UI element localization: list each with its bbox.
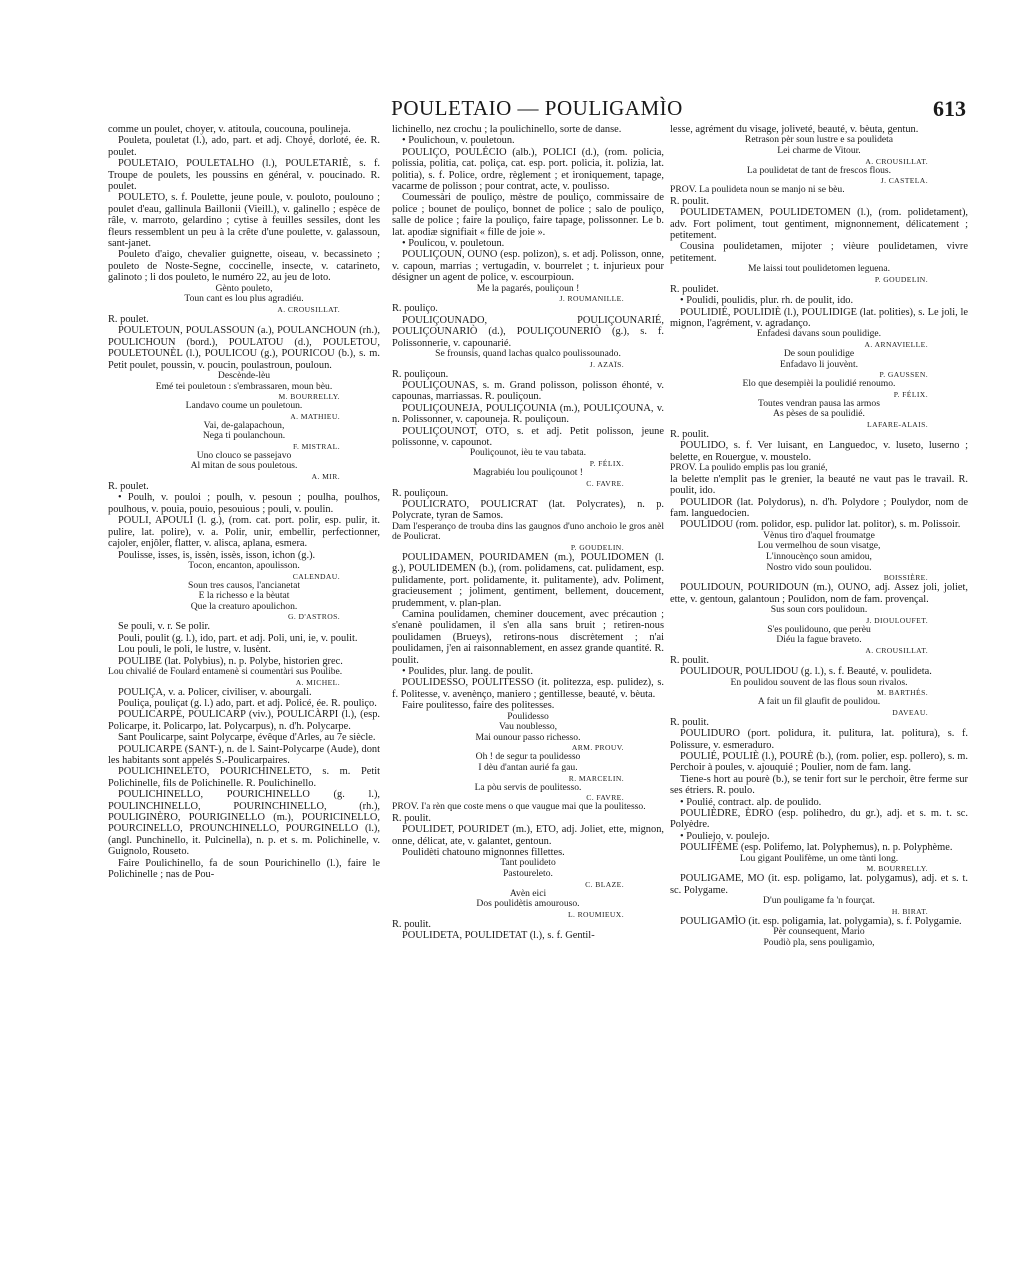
quote-line: Toutes vendran pausa las armos (758, 397, 880, 409)
quote-author: ARM. PROUV. (571, 743, 624, 753)
quote-line: Nega ti poulanchoun. (202, 430, 286, 442)
quote-author: R. MARCELIN. (568, 773, 624, 783)
entry-headword: POULIÇOUNEJA, POULIÇOUNIA (m.), POULIÇOUNA, v. n. Polissonner, v. capouneja. R. pouliçoun. (392, 402, 664, 426)
quote-line: Retrason pèr soun lustre e sa poulideta (744, 134, 894, 146)
entry-text: Faire poulitesso, faire des politesses. (402, 700, 555, 712)
quote-author: C. BLAZE. (585, 879, 624, 889)
entry-headword: POULIDO, s. f. Ver luisant, en Languedoc, v. luseto, luserno ; belette, en Rouergue, v. moustelo. (670, 440, 968, 463)
quote-line: Vènus tiro d'aquel froumatge (763, 529, 875, 541)
quote-author: P. GOUDELIN. (874, 274, 928, 284)
quote-author: J. ROUMANILLE. (559, 294, 624, 304)
quote-author: C. FAVRE. (586, 793, 624, 803)
quote-line: Descènde-lèu (217, 369, 271, 381)
quote-line: L'innoucènço soun amidou, (766, 551, 872, 563)
proverb: PROV. I'a rèn que coste mens o que vaugue mai que la poulitesso. (392, 801, 646, 813)
entry-text: R. poulit. (392, 812, 431, 824)
quote-line: S'es poulidouno, que perèu (767, 623, 871, 635)
quote-line: Magrabiéu lou pouliçounot ! (472, 466, 584, 478)
entry-headword: POULIDETAMEN, POULIDETOMEN (l.), (rom. polidetament), adv. Fort poliment, tout gentiment, mignonnement, délicatement ; petitement. (670, 207, 968, 241)
entry-headword: POULIÇOUN, OUNO (esp. polizon), s. et adj. Polisson, onne, v. capoun, marrias ; vertugadin, v. bourrelet ; t. injurieux pour désigner un agent de police, v. escourpioun. (392, 249, 664, 284)
entry-text: comme un poulet, choyer, v. atitoula, coucouna, poulineja. (108, 124, 351, 135)
entry-headword: POULETAIO, POULETALHO (l.), POULETARIÈ, s. f. Troupe de poulets, les poussins en général, v. poucinado. R. poulet. (108, 158, 380, 193)
entry-text: • Pouliejo, v. poulejo. (680, 830, 770, 842)
entry-headword: POULICARPE, POULICARP (viv.), POULICÀRPI (l.), (esp. Policarpe, it. Policarpo, lat. Polycarpus), n. d'h. Polycarpe. (108, 709, 380, 732)
entry-text: R. poulet. (108, 481, 149, 493)
entry-text: lesse, agrément du visage, joliveté, beauté, v. bèuta, gentun. (670, 124, 919, 135)
quote-author: M. BOURRELLY. (278, 392, 340, 402)
quote-line: Dos poulidètis amourouso. (476, 898, 580, 910)
quote-line: Se frounsis, quand lachas qualco poulissounado. (435, 347, 621, 359)
entry-headword: POULIDOR (lat. Polydorus), n. d'h. Polydore ; Poulydor, nom de fam. languedocien. (670, 496, 968, 520)
quote-line: Sus soun cors poulidoun. (770, 604, 868, 616)
entry-text: R. poulit. (670, 195, 709, 207)
quote-line: Gènto pouleto, (215, 282, 273, 294)
quote-line: E la richesso e la bèutat (198, 590, 290, 602)
entry-headword: POULIGAME, MO (it. esp. poligamo, lat. polygamus), adj. et s. t. sc. Polygame. (670, 873, 968, 896)
quote-author: F. MISTRAL. (292, 441, 340, 451)
quote-author: CALENDAU. (292, 571, 340, 581)
entry-text: R. poulit. (670, 429, 709, 440)
quote-author: DAVEAU. (892, 707, 928, 717)
quote-line: As pèses de sa poulidié. (773, 408, 865, 420)
quote-author: BOISSIÈRE. (883, 573, 928, 583)
entry-headword: POULIDOUN, POURIDOUN (m.), OUNO, adj. Assez joli, joliet, ette, v. gentoun, galantoun ; Poulidon, nom de fam. provençal. (670, 582, 968, 605)
entry-text: Faire Poulichinello, fa de soun Pourichinello (l.), faire le Polichinelle ; nas de Pou- (108, 857, 380, 880)
entry-text: Tiene-s hort au pourè (b.), se tenir fort sur le perchoir, être ferme sur ses étriers. R. poulo. (670, 773, 968, 797)
entry-text: Camina poulidamen, cheminer doucement, avec précaution ; s'enanè poulidamen, il s'en alla sans bruit ; retiren-nous poulidamen (Brueys), retirons-nous discrètement ; n'ai poulidamen, j'en ai raisonnablement, en assez grande quantité. R. poulit. (392, 608, 664, 666)
entry-headword: POULIFÈME (esp. Polifemo, lat. Polyphemus), n. p. Polyphème. (680, 842, 953, 854)
entry-headword: POULETOUN, POULASSOUN (a.), POULANCHOUN (rh.), POULICHOUN (bord.), POULATOU (d.), POULETOU, POULETOUNÈL (l.), POULICOU (g.), POURICOU (b.), s. m. Petit poulet, poussin, v. poucin, poulastroun, pouloun. (108, 325, 380, 371)
quote-author: A. CROUSILLAT. (865, 156, 928, 166)
quote-line: Pèr counsequent, Mario (773, 926, 865, 938)
entry-headword: POULIGAMÌO (it. esp. poligamia, lat. polygamia), s. f. Polygamie. (680, 915, 962, 927)
entry-text: Pouliça, pouliçat (g. l.) ado, part. et adj. Policé, ée. R. pouliço. (118, 697, 377, 709)
quote-line: Diéu la fague braveto. (776, 634, 862, 646)
entry-headword: POULIDESSO, POULITESSO (it. politezza, esp. pulidez), s. f. Politesse, v. avenènço, maniero ; gentillesse, beauté, v. bèuta. (392, 677, 664, 700)
entry-headword: POULICARPE (SANT-), n. de l. Saint-Polycarpe (Aude), dont les habitants sont appelés S.-Poulicarpaires. (108, 743, 380, 766)
page-header (108, 96, 966, 126)
quote-author: J. DIOULOUFET. (866, 615, 928, 625)
proverb: PROV. La poulideta noun se manjo ni se bèu. (670, 184, 845, 196)
entry-text: R. poulet. (108, 313, 149, 325)
quote-line: Tant poulideto (500, 857, 556, 869)
quote-line: Enfadavo li jouvènt. (779, 358, 859, 370)
entry-headword: POULIÇOUNAS, s. m. Grand polisson, polisson éhonté, v. capounas, marriassas. R. pouliçoun. (392, 379, 664, 403)
entry-text: • Poulié, contract. alp. de poulido. (680, 796, 822, 808)
quote-line: Lou vermelhou de soun visatge, (757, 540, 881, 552)
quote-line: Me la pagarés, pouliçoun ! (476, 282, 580, 294)
entry-headword: POULIDURO (port. polidura, it. pulitura, lat. politura), s. f. Polissure, v. esmeraduro. (670, 728, 968, 751)
quote-author: H. BIRAT. (891, 906, 928, 916)
entry-text: Poulidèti chatouno mignonnes fillettes. (402, 847, 565, 858)
quote-author: A. MATHIEU. (290, 411, 340, 421)
quote-author: C. FAVRE. (586, 478, 624, 488)
quote-author: L. ROUMIEUX. (567, 909, 624, 919)
entry-text: R. pouliçoun. (392, 368, 449, 380)
quote-line: Emé tei pouletoun : s'embrassaren, moun bèu. (155, 380, 333, 392)
quote-author: P. FÉLIX. (893, 389, 928, 399)
entry-text: Pouli, poulit (g. l.), ido, part. et adj. Poli, uni, ie, v. poulit. (118, 632, 358, 644)
entry-text: R. poulit. (670, 654, 709, 666)
column-right (670, 124, 968, 948)
quote-line: En poulidou souvent de las flous soun rivalos. (730, 676, 908, 688)
quote-line: Oh ! de segur ta poulidesso (475, 751, 581, 763)
quote-author: LAFARE-ALAIS. (867, 420, 928, 429)
entry-text: lichinello, nez crochu ; la poulichinello, sorte de danse. (392, 124, 622, 135)
proverb: PROV. La poulido emplis pas lou granié, (670, 462, 828, 474)
quote-author: M. BOURRELLY. (866, 864, 928, 874)
entry-text: Sant Poulicarpe, saint Polycarpe, évêque d'Arles, au 7e siècle. (118, 732, 376, 744)
entry-text: R. poulit. (670, 716, 709, 728)
quote-line: La pòu servis de poulitesso. (474, 781, 582, 793)
entry-text: la belette n'emplit pas le grenier, la beauté ne vaut pas le travail. R. poulit, ido. (670, 473, 968, 497)
entry-text: • Poulidi, poulidis, plur. rh. de poulit, ido. (680, 295, 854, 307)
entry-headword: POULIÈDRE, ÈDRO (esp. polihedro, du gr.), adj. et s. m. t. sc. Polyèdre. (670, 808, 968, 831)
entry-headword: POULETO, s. f. Poulette, jeune poule, v. pouloto, poulouno ; poulet d'eau, gallinula Baillonii (Vieill.), v. galinello ; espèce de râle, v. marroto, gelardino ; cytise à feuilles sessiles, dont les fleurs ressemblent un peu à la crête d'une poulette, v. galassoun, sant-janet. (108, 192, 380, 250)
entry-headword: POULI, APOULI (l. g.), (rom. cat. port. polir, esp. pulir, it. pulire, lat. polire), v. a. Polir, unir, embellir, perfectionner, cajoler, enjôler, flatter, v. alisca, aplana, esmera. (108, 515, 380, 550)
quote-line: Poudiò pla, sens pouligamìo, (763, 936, 875, 948)
quote-line: Que la creaturo apoulichon. (190, 600, 298, 612)
quote-line: Lou chivalié de Foulard entamenè si coumentàri sus Poulibe. (108, 665, 343, 677)
entry-text: Lou pouli, le poli, le lustre, v. lusènt. (118, 644, 271, 656)
quote-author: A. MICHEL. (295, 677, 340, 687)
quote-line: Nostro vido soun poulidou. (766, 561, 872, 573)
quote-line: D'un pouligame fa 'n fourçat. (763, 895, 875, 907)
quote-line: Soun tres causos, l'ancianetat (187, 579, 301, 591)
entry-text: R. pouliço. (392, 303, 438, 315)
entry-text: • Poulides, plur. lang. de poulit. (402, 666, 533, 677)
quote-line: Enfadesi davans soun poulidige. (756, 328, 882, 340)
entry-headword: POULIÇO, POULÉCIO (alb.), POLICI (d.), (rom. policia, polissia, politia, cat. poliça, cat. esp. port. policia, it. polizia, lat. politia), s. f. Police, ordre, règlement ; et ironiquement, tapage, vacarme de polisson ; pour contrat, acte, v. poulisso. (392, 146, 664, 193)
quote-line: Toun cant es lou plus agradiéu. (184, 293, 304, 305)
quote-author: A. MIR. (311, 472, 340, 482)
quote-line: Pastoureleto. (503, 868, 553, 879)
quote-line: Al mitan de sous pouletous. (190, 460, 298, 472)
entry-text: R. poulidet. (670, 283, 719, 295)
quote-author: P. GOUDELIN. (570, 542, 624, 552)
quote-line: I dèu d'antan aurié fa gau. (478, 762, 578, 773)
quote-line: La poulidetat de tant de frescos flous. (746, 164, 892, 176)
entry-text: • Poulichoun, v. pouletoun. (402, 135, 515, 147)
quote-line: Poulidesso (507, 710, 549, 722)
quote-author: A. CROUSILLAT. (865, 645, 928, 655)
quote-line: Lei charme de Vitour. (777, 145, 861, 156)
quote-line: Tocon, encanton, apoulisson. (188, 559, 300, 571)
quote-line: Avèn eici (509, 887, 547, 899)
entry-text: Cousina poulidetamen, mijoter ; vièure poulidetamen, vivre petitement. (670, 241, 968, 264)
entry-headword: POULICHINELETO, POURICHINELETO, s. m. Petit Polichinelle, fils de Polichinelle. R. Poulichinello. (108, 766, 380, 789)
quote-line: Lou gigant Poulifème, un ome tànti long. (739, 852, 899, 864)
quote-author: A. ARNAVIELLE. (864, 340, 928, 350)
entry-text: Se pouli, v. r. Se polir. (118, 621, 210, 633)
quote-author: M. BARTHÉS. (877, 688, 928, 698)
entry-text: • Poulh, v. pouloi ; poulh, v. pesoun ; poulha, poulhos, poulhous, v. pouia, pouio, pesouious ; pouli, v. poulin. (108, 492, 380, 515)
entry-text: Pouleto d'aigo, chevalier guignette, oiseau, v. becassineto ; pouleto de Noste-Segne, coccinelle, insecte, v. catarineto, galinoto ; li dos pouleto, le numéro 22, au jeu de loto. (108, 249, 380, 284)
quote-line: Me laissi tout poulidetomen leguena. (747, 263, 890, 275)
quote-author: G. D'ASTROS. (288, 612, 340, 622)
entry-headword: POULIDOUR, POULIDOU (g. l.), s. f. Beauté, v. poulideta. (680, 666, 932, 678)
quote-line: Pouliçounot, ièu te vau tabata. (469, 447, 587, 459)
entry-headword: POULICHINELLO, POURICHINELLO (g. l.), POULINCHINELLO, POURINCHINELLO, (rh.), POULIGINÈRO, POURIGINELLO (m.), POURICINELLO, POURCINELLO, PROUNCHINELLO, POURGINELLO (l.), (angl. Punchinello, it. Pulcinella), n. p. et s. m. Polichinelle, v. Guignolo, Rouseto. (108, 789, 380, 858)
entry-text: Pouleta, pouletat (l.), ado, part. et adj. Choyé, dorloté, ée. R. poulet. (108, 135, 380, 158)
quote-line: A fait un fil glaufit de poulidou. (757, 696, 881, 708)
entry-text: R. poulit. (392, 918, 431, 930)
quote-line: Dam l'esperanço de trouba dins las gaugnos d'uno anchoio le gros anèl de Poulicrat. (392, 520, 664, 543)
entry-text: • Poulicou, v. pouletoun. (402, 238, 505, 250)
entry-text: Poulisse, isses, is, issèn, issès, isson, ichon (g.). (118, 549, 316, 561)
entry-headword: POULIÇOUNADO, POULIÇOUNARIÉ, POULIÇOUNARIÒ (d.), POULIÇOUNERIÒ (g.), s. f. Polissonnerie, v. capounarié. (392, 314, 664, 349)
entry-headword: POULIÇA, v. a. Policer, civiliser, v. abourgali. (118, 686, 312, 698)
quote-line: Vai, de-galapachoun, (203, 419, 285, 431)
entry-text: R. pouliçoun. (392, 487, 449, 499)
quote-author: P. FÉLIX. (589, 458, 624, 468)
quote-line: De soun poulidige (783, 348, 855, 360)
column-left (108, 124, 380, 880)
quote-line: Mai ounour passo richesso. (475, 731, 581, 743)
quote-author: J. AZAÏS. (589, 359, 624, 369)
entry-headword: POULIDETA, POULIDETAT (l.), s. f. Gentil- (402, 930, 595, 942)
entry-text: Coumessàri de pouliço, mèstre de pouliço, commissaire de police ; bounet de pouliço, bonnet de police ; salo de pouliço, salle de police ; faire la pouliço, faire tapage, polissonner. Le b. lat. apodiæ signifiait « fille de joie ». (392, 192, 664, 238)
column-middle (392, 124, 664, 942)
entry-headword: POULIÇOUNOT, OTO, s. et adj. Petit polisson, jeune polissonne, v. capounot. (392, 425, 664, 448)
entry-headword: POULIBE (lat. Polybius), n. p. Polybe, historien grec. (118, 655, 343, 667)
quote-line: Elo que desempièi la poulidié renoumo. (742, 378, 896, 390)
entry-headword: POULIÉ, POULIÈ (l.), POURÈ (b.), (rom. polier, esp. pollero), s. m. Perchoir à poules, v. ajouquié ; Poulier, nom de fam. lang. (670, 751, 968, 774)
quote-line: Vau noublesso, (498, 721, 558, 733)
quote-line: Uno clouco se passejavo (196, 449, 292, 461)
quote-line: Landavo coume un pouletoun. (185, 400, 303, 412)
entry-headword: POULIDAMEN, POURIDAMEN (m.), POULIDOMEN (l. g.), POULIDEMEN (b.), (rom. polidamens, cat. pulidament, esp. pulidamente, port. polidamente, it. pulitamente), adv. Poliment, gracieusement ; joliment, gentiment, bellement, doucement, prudemment, v. plan-plan. (392, 551, 664, 609)
page-number: 613 (933, 96, 966, 121)
entry-headword: POULIDOU (rom. polidor, esp. pulidor lat. politor), s. m. Polissoir. (680, 519, 961, 531)
entry-headword: POULICRATO, POULICRAT (lat. Polycrates), n. p. Polycrate, tyran de Samos. (392, 498, 664, 522)
quote-author: A. CROUSILLAT. (277, 304, 340, 314)
quote-author: P. GAUSSEN. (879, 370, 928, 380)
quote-author: J. CASTELA. (880, 176, 928, 186)
entry-headword: POULIDET, POURIDET (m.), ETO, adj. Joliet, ette, mignon, onne, délicat, ate, v. galantet, gentoun. (392, 824, 664, 847)
entry-headword: POULIDIÉ, POULIDIÈ (l.), POULIDIGE (lat. polities), s. Le joli, le mignon, l'agrément, v. agradanço. (670, 306, 968, 330)
running-head: POULETAIO — POULIGAMÌO (391, 96, 683, 120)
